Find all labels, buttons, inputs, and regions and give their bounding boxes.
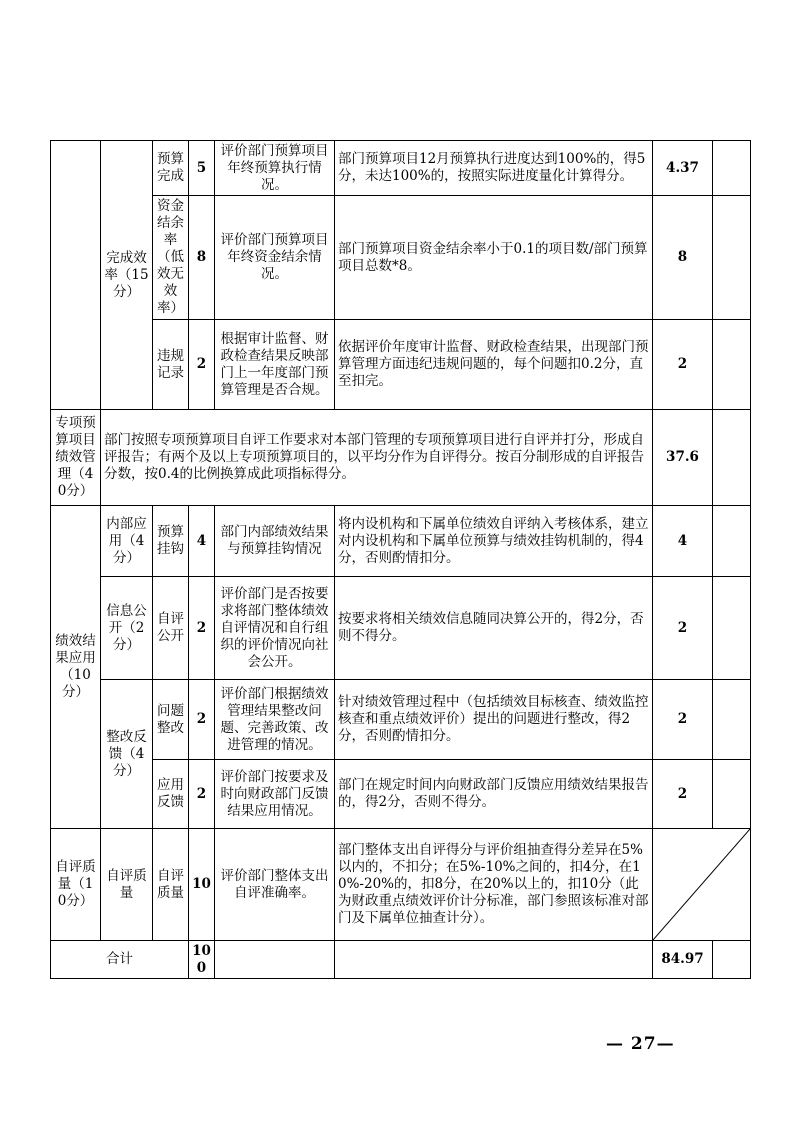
level1-cell-empty (51, 141, 101, 410)
level2-cell: 完成效率（15分） (101, 141, 153, 410)
total-score-cell: 100 (189, 941, 215, 979)
table-row (51, 829, 751, 941)
level1-cell: 自评质量（10分） (51, 829, 101, 941)
table-row (51, 760, 751, 829)
criteria-cell: 针对绩效管理过程中（包括绩效目标核查、绩效监控核查和重点绩效评价）提出的问题进行整改，得2分，否则酌情扣分。 (335, 680, 653, 760)
total-result-cell: 84.97 (653, 941, 713, 979)
level3-cell: 应用反馈 (153, 760, 189, 829)
result-cell: 2 (653, 320, 713, 410)
score-cell: 10 (189, 829, 215, 941)
evaluation-table (50, 140, 751, 979)
criteria-cell: 部门预算项目12月预算执行进度达到100%的，得5分，未达100%的，按照实际进度量化计算得分。 (335, 141, 653, 196)
level2-cell: 内部应用（4分） (101, 506, 153, 577)
criteria-cell: 部门按照专项预算项目自评工作要求对本部门管理的专项预算项目进行自评并打分，形成自评报告；有两个及以上专项预算项目的，以平均分作为自评得分。按百分制形成的自评报告分数，按0.4的比例换算成此项指标得分。 (101, 410, 653, 506)
result-cell: 2 (653, 577, 713, 680)
table-row (51, 941, 751, 979)
content-cell: 评价部门是否按要求将部门整体绩效自评情况和自行组织的评价情况向社会公开。 (215, 577, 335, 680)
page-number: — 27— (606, 1034, 675, 1054)
level1-cell: 绩效结果应用（10分） (51, 506, 101, 829)
level2-cell: 信息公开（2分） (101, 577, 153, 680)
level3-cell: 预算挂钩 (153, 506, 189, 577)
result-cell: 8 (653, 196, 713, 320)
empty-cell (215, 941, 335, 979)
content-cell: 评价部门预算项目年终资金结余情况。 (215, 196, 335, 320)
level3-cell: 违规记录 (153, 320, 189, 410)
table-row (51, 506, 751, 577)
remark-cell (713, 141, 751, 196)
table-row (51, 577, 751, 680)
total-label-cell: 合计 (51, 941, 189, 979)
score-cell: 5 (189, 141, 215, 196)
content-cell: 评价部门根据绩效管理结果整改问题、完善政策、改进管理的情况。 (215, 680, 335, 760)
score-cell: 2 (189, 760, 215, 829)
content-cell: 部门内部绩效结果与预算挂钩情况 (215, 506, 335, 577)
score-cell: 2 (189, 320, 215, 410)
result-cell: 2 (653, 680, 713, 760)
table-row (51, 141, 751, 196)
remark-cell (713, 577, 751, 680)
diagonal-line (653, 829, 750, 940)
remark-cell (713, 410, 751, 506)
content-cell: 根据审计监督、财政检查结果反映部门上一年度部门预算管理是否合规。 (215, 320, 335, 410)
content-cell: 评价部门按要求及时向财政部门反馈结果应用情况。 (215, 760, 335, 829)
level3-cell: 预算完成 (153, 141, 189, 196)
result-cell: 4 (653, 506, 713, 577)
score-cell: 2 (189, 577, 215, 680)
level3-cell: 问题整改 (153, 680, 189, 760)
remark-cell (713, 680, 751, 760)
diagonal-cell (653, 829, 751, 941)
score-cell: 8 (189, 196, 215, 320)
remark-cell (713, 760, 751, 829)
table-row (51, 680, 751, 760)
table-row (51, 410, 751, 506)
remark-cell (713, 320, 751, 410)
criteria-cell: 按要求将相关绩效信息随同决算公开的，得2分，否则不得分。 (335, 577, 653, 680)
remark-cell (713, 941, 751, 979)
criteria-cell: 部门整体支出自评得分与评价组抽查得分差异在5%以内的，不扣分；在5%-10%之间的，扣4分，在10%-20%的，扣8分，在20%以上的，扣10分（此为财政重点绩效评价计分标准，部门参照该标准对部门及下属单位抽查计分）。 (335, 829, 653, 941)
level3-cell: 自评质量 (153, 829, 189, 941)
score-cell: 4 (189, 506, 215, 577)
level2-cell: 整改反馈（4分） (101, 680, 153, 829)
result-cell: 2 (653, 760, 713, 829)
criteria-cell: 将内设机构和下属单位绩效自评纳入考核体系，建立对内设机构和下属单位预算与绩效挂钩机制的，得4分，否则酌情扣分。 (335, 506, 653, 577)
result-cell: 4.37 (653, 141, 713, 196)
remark-cell (713, 196, 751, 320)
level3-cell: 自评公开 (153, 577, 189, 680)
level2-cell: 自评质量 (101, 829, 153, 941)
empty-cell (335, 941, 653, 979)
criteria-cell: 部门在规定时间内向财政部门反馈应用绩效结果报告的，得2分，否则不得分。 (335, 760, 653, 829)
level3-cell: 资金结余率（低效无效率） (153, 196, 189, 320)
table-row (51, 320, 751, 410)
criteria-cell: 部门预算项目资金结余率小于0.1的项目数/部门预算项目总数*8。 (335, 196, 653, 320)
remark-cell (713, 506, 751, 577)
content-cell: 评价部门预算项目年终预算执行情况。 (215, 141, 335, 196)
result-cell: 37.6 (653, 410, 713, 506)
level1-cell: 专项预算项目绩效管理（40分） (51, 410, 101, 506)
score-cell: 2 (189, 680, 215, 760)
criteria-cell: 依据评价年度审计监督、财政检查结果，出现部门预算管理方面违纪违规问题的，每个问题扣0.2分，直至扣完。 (335, 320, 653, 410)
table-row (51, 196, 751, 320)
content-cell: 评价部门整体支出自评准确率。 (215, 829, 335, 941)
